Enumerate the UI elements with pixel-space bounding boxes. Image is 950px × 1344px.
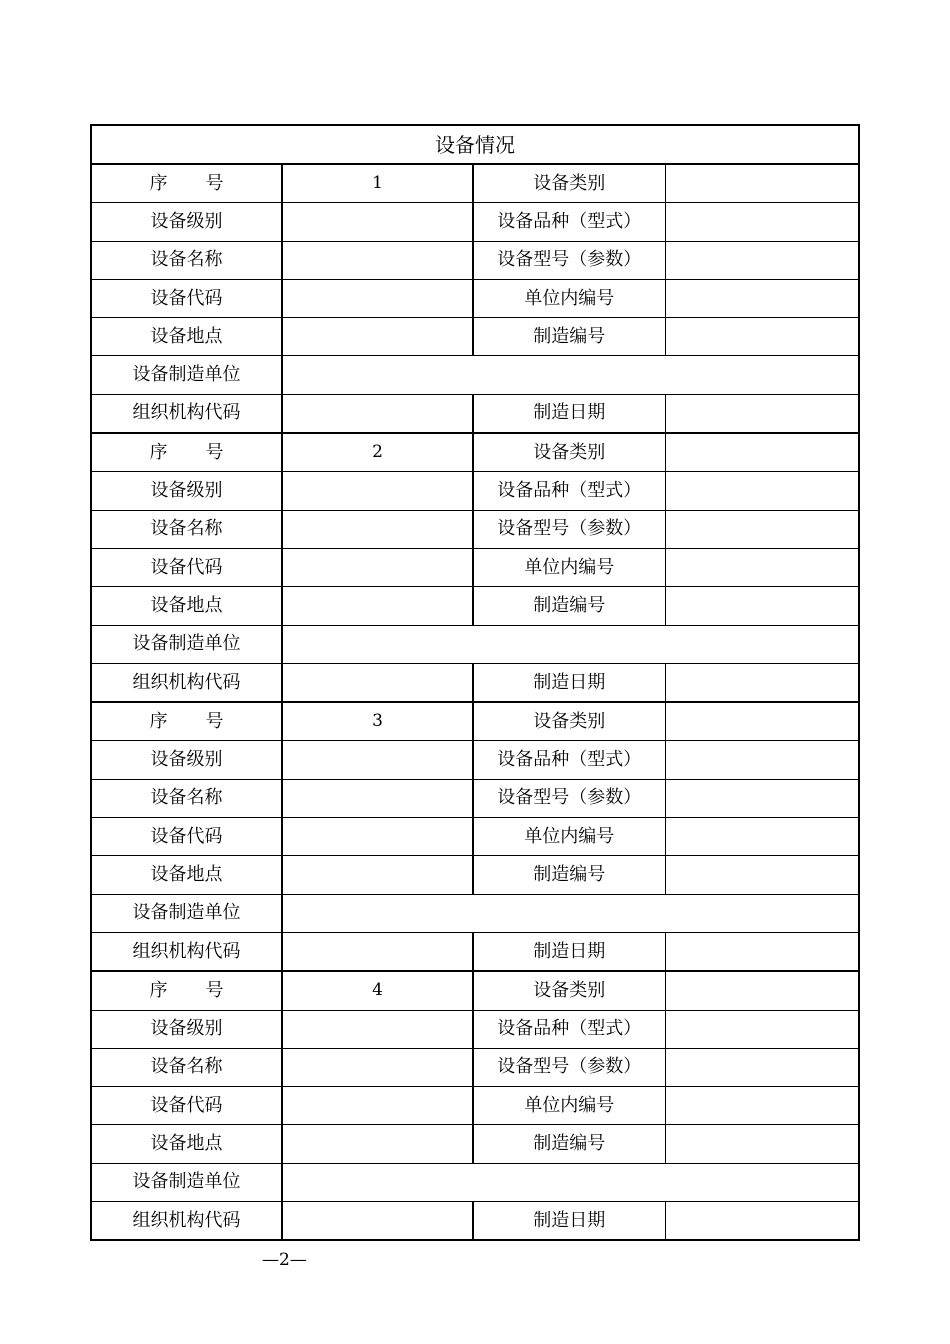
location-field[interactable] bbox=[282, 856, 473, 894]
org-code-label: 组织机构代码 bbox=[91, 932, 282, 971]
code-field[interactable] bbox=[282, 1087, 473, 1125]
equipment-4-name-row bbox=[91, 1048, 859, 1086]
seq-label-right: 号 bbox=[205, 172, 224, 194]
equipment-2-seq-row bbox=[91, 433, 859, 472]
equipment-1-location-row bbox=[91, 318, 859, 356]
name-field[interactable] bbox=[282, 241, 473, 279]
type-label: 设备类别 bbox=[473, 164, 665, 203]
mfg-date-label: 制造日期 bbox=[473, 1202, 665, 1241]
equipment-3-name-row bbox=[91, 779, 859, 817]
org-code-field[interactable] bbox=[282, 1202, 473, 1241]
code-label: 设备代码 bbox=[91, 818, 282, 856]
model-field[interactable] bbox=[665, 510, 859, 548]
title-row bbox=[91, 125, 859, 164]
equipment-2-code-row bbox=[91, 548, 859, 586]
location-label: 设备地点 bbox=[91, 587, 282, 625]
mfg-date-field[interactable] bbox=[665, 1202, 859, 1241]
seq-label bbox=[91, 702, 282, 741]
code-field[interactable] bbox=[282, 279, 473, 317]
manufacturer-label: 设备制造单位 bbox=[91, 625, 282, 663]
internal-no-label: 单位内编号 bbox=[473, 818, 665, 856]
location-field[interactable] bbox=[282, 587, 473, 625]
variety-label: 设备品种（型式） bbox=[473, 203, 665, 241]
seq-label-left: 序 bbox=[149, 172, 168, 194]
org-code-label: 组织机构代码 bbox=[91, 663, 282, 702]
equipment-2-level-row bbox=[91, 472, 859, 510]
equipment-3-level-row bbox=[91, 741, 859, 779]
mfg-date-label: 制造日期 bbox=[473, 394, 665, 433]
serial-no-field[interactable] bbox=[665, 856, 859, 894]
seq-value: 4 bbox=[282, 971, 473, 1010]
manufacturer-label: 设备制造单位 bbox=[91, 894, 282, 932]
name-label: 设备名称 bbox=[91, 1048, 282, 1086]
variety-field[interactable] bbox=[665, 1010, 859, 1048]
type-field[interactable] bbox=[665, 433, 859, 472]
variety-label: 设备品种（型式） bbox=[473, 1010, 665, 1048]
equipment-4-seq-row bbox=[91, 971, 859, 1010]
manufacturer-field[interactable] bbox=[282, 894, 859, 932]
model-label: 设备型号（参数） bbox=[473, 1048, 665, 1086]
code-label: 设备代码 bbox=[91, 548, 282, 586]
equipment-3-seq-row bbox=[91, 702, 859, 741]
type-label: 设备类别 bbox=[473, 971, 665, 1010]
manufacturer-label: 设备制造单位 bbox=[91, 356, 282, 394]
code-field[interactable] bbox=[282, 818, 473, 856]
manufacturer-label: 设备制造单位 bbox=[91, 1163, 282, 1201]
seq-label bbox=[91, 433, 282, 472]
page-number: —2— bbox=[262, 1250, 307, 1270]
level-label: 设备级别 bbox=[91, 741, 282, 779]
name-field[interactable] bbox=[282, 510, 473, 548]
type-field[interactable] bbox=[665, 971, 859, 1010]
code-label: 设备代码 bbox=[91, 279, 282, 317]
equipment-1-code-row bbox=[91, 279, 859, 317]
level-field[interactable] bbox=[282, 203, 473, 241]
model-label: 设备型号（参数） bbox=[473, 779, 665, 817]
variety-label: 设备品种（型式） bbox=[473, 741, 665, 779]
internal-no-label: 单位内编号 bbox=[473, 1087, 665, 1125]
mfg-date-field[interactable] bbox=[665, 394, 859, 433]
seq-label-left: 序 bbox=[149, 979, 168, 1001]
equipment-1-org-code-row bbox=[91, 394, 859, 433]
variety-field[interactable] bbox=[665, 741, 859, 779]
seq-label-right: 号 bbox=[205, 441, 224, 463]
internal-no-field[interactable] bbox=[665, 1087, 859, 1125]
equipment-3-location-row bbox=[91, 856, 859, 894]
seq-label bbox=[91, 164, 282, 203]
model-label: 设备型号（参数） bbox=[473, 241, 665, 279]
name-label: 设备名称 bbox=[91, 241, 282, 279]
equipment-4-code-row bbox=[91, 1087, 859, 1125]
manufacturer-field[interactable] bbox=[282, 356, 859, 394]
location-label: 设备地点 bbox=[91, 1125, 282, 1163]
code-label: 设备代码 bbox=[91, 1087, 282, 1125]
equipment-4-location-row bbox=[91, 1125, 859, 1163]
internal-no-field[interactable] bbox=[665, 279, 859, 317]
org-code-field[interactable] bbox=[282, 932, 473, 971]
mfg-date-field[interactable] bbox=[665, 663, 859, 702]
model-field[interactable] bbox=[665, 779, 859, 817]
equipment-4-org-code-row bbox=[91, 1202, 859, 1241]
org-code-field[interactable] bbox=[282, 663, 473, 702]
mfg-date-label: 制造日期 bbox=[473, 932, 665, 971]
type-label: 设备类别 bbox=[473, 433, 665, 472]
name-label: 设备名称 bbox=[91, 510, 282, 548]
level-field[interactable] bbox=[282, 1010, 473, 1048]
serial-no-label: 制造编号 bbox=[473, 318, 665, 356]
form-title: 设备情况 bbox=[91, 125, 859, 164]
location-field[interactable] bbox=[282, 1125, 473, 1163]
form-body bbox=[91, 125, 859, 1240]
org-code-field[interactable] bbox=[282, 394, 473, 433]
code-field[interactable] bbox=[282, 548, 473, 586]
equipment-1-level-row bbox=[91, 203, 859, 241]
internal-no-label: 单位内编号 bbox=[473, 548, 665, 586]
variety-field[interactable] bbox=[665, 472, 859, 510]
serial-no-field[interactable] bbox=[665, 1125, 859, 1163]
model-field[interactable] bbox=[665, 1048, 859, 1086]
manufacturer-field[interactable] bbox=[282, 625, 859, 663]
variety-field[interactable] bbox=[665, 203, 859, 241]
seq-label bbox=[91, 971, 282, 1010]
level-label: 设备级别 bbox=[91, 1010, 282, 1048]
type-field[interactable] bbox=[665, 702, 859, 741]
seq-value: 3 bbox=[282, 702, 473, 741]
equipment-1-name-row bbox=[91, 241, 859, 279]
equipment-4-manufacturer-row bbox=[91, 1163, 859, 1201]
equipment-4-level-row bbox=[91, 1010, 859, 1048]
serial-no-label: 制造编号 bbox=[473, 587, 665, 625]
model-field[interactable] bbox=[665, 241, 859, 279]
type-label: 设备类别 bbox=[473, 702, 665, 741]
equipment-form-table bbox=[90, 124, 860, 1241]
name-field[interactable] bbox=[282, 779, 473, 817]
serial-no-field[interactable] bbox=[665, 318, 859, 356]
org-code-label: 组织机构代码 bbox=[91, 394, 282, 433]
equipment-2-name-row bbox=[91, 510, 859, 548]
model-label: 设备型号（参数） bbox=[473, 510, 665, 548]
manufacturer-field[interactable] bbox=[282, 1163, 859, 1201]
internal-no-field[interactable] bbox=[665, 548, 859, 586]
equipment-1-manufacturer-row bbox=[91, 356, 859, 394]
mfg-date-label: 制造日期 bbox=[473, 663, 665, 702]
location-label: 设备地点 bbox=[91, 856, 282, 894]
equipment-2-manufacturer-row bbox=[91, 625, 859, 663]
internal-no-field[interactable] bbox=[665, 818, 859, 856]
equipment-3-code-row bbox=[91, 818, 859, 856]
seq-value: 1 bbox=[282, 164, 473, 203]
seq-label-right: 号 bbox=[205, 979, 224, 1001]
name-label: 设备名称 bbox=[91, 779, 282, 817]
internal-no-label: 单位内编号 bbox=[473, 279, 665, 317]
equipment-3-org-code-row bbox=[91, 932, 859, 971]
variety-label: 设备品种（型式） bbox=[473, 472, 665, 510]
equipment-1-seq-row bbox=[91, 164, 859, 203]
type-field[interactable] bbox=[665, 164, 859, 203]
serial-no-label: 制造编号 bbox=[473, 856, 665, 894]
seq-value: 2 bbox=[282, 433, 473, 472]
name-field[interactable] bbox=[282, 1048, 473, 1086]
seq-label-left: 序 bbox=[149, 710, 168, 732]
level-field[interactable] bbox=[282, 741, 473, 779]
seq-label-left: 序 bbox=[149, 441, 168, 463]
serial-no-label: 制造编号 bbox=[473, 1125, 665, 1163]
equipment-2-location-row bbox=[91, 587, 859, 625]
equipment-3-manufacturer-row bbox=[91, 894, 859, 932]
equipment-2-org-code-row bbox=[91, 663, 859, 702]
level-field[interactable] bbox=[282, 472, 473, 510]
serial-no-field[interactable] bbox=[665, 587, 859, 625]
level-label: 设备级别 bbox=[91, 203, 282, 241]
location-label: 设备地点 bbox=[91, 318, 282, 356]
location-field[interactable] bbox=[282, 318, 473, 356]
seq-label-right: 号 bbox=[205, 710, 224, 732]
org-code-label: 组织机构代码 bbox=[91, 1202, 282, 1241]
mfg-date-field[interactable] bbox=[665, 932, 859, 971]
level-label: 设备级别 bbox=[91, 472, 282, 510]
